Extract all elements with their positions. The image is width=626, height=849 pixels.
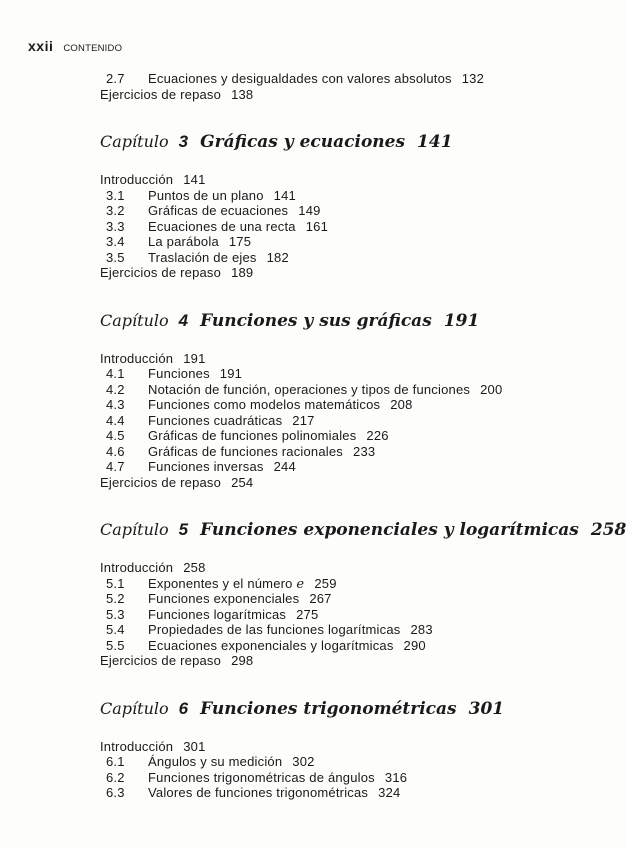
toc-entry [100,397,540,413]
chapter-heading [100,132,540,158]
chapter-number: 5 [178,520,189,539]
entry-page: 275 [296,606,319,622]
entry-title: Funciones como modelos matemáticos [148,397,381,412]
entry-page: 161 [305,218,328,234]
entry-page: 324 [378,785,401,800]
entry-page: 316 [384,769,408,785]
entry-title: Exponentes y el número [148,575,293,591]
section-number: 5.4 [106,622,125,637]
math-symbol: e [296,576,305,592]
entry-title: Funciones trigonométricas de ángulos [148,769,375,785]
entry-title: Gráficas de ecuaciones [148,203,289,218]
toc-entry [100,622,540,638]
section-number: 4.3 [106,397,125,412]
toc-entry [100,265,540,281]
toc-entry [100,382,540,398]
table-of-contents [100,71,626,801]
chapter-page: 191 [443,310,480,331]
toc-entry [100,172,540,188]
chapter-heading [100,311,540,337]
section-number: 3.2 [106,203,125,218]
entry-page: 189 [231,265,254,280]
chapter-heading [100,520,626,546]
toc-entry [100,754,540,770]
chapter-number: 3 [178,132,189,151]
entry-title: Puntos de un plano [148,187,264,203]
entry-title: Introducción [100,560,174,575]
entry-page: 301 [183,738,206,754]
entry-title: Introducción [100,350,174,366]
entry-page: 233 [353,443,376,459]
entry-title: Funciones cuadráticas [148,412,283,428]
entry-page: 254 [231,474,254,490]
toc-entry [100,591,540,607]
entry-page: 283 [410,622,433,637]
entry-title: Funciones logarítmicas [148,606,287,622]
entry-page: 141 [183,172,206,187]
section-number: 6.2 [106,769,125,785]
toc-entry [100,351,540,367]
page-header [28,38,122,54]
section-number: 4.1 [106,366,125,381]
toc-entry [100,560,540,576]
entry-page: 226 [366,428,389,443]
chapter-word: Capítulo [100,520,169,539]
toc-entry [100,428,540,444]
toc-entry [100,188,540,204]
chapter-heading [100,699,540,725]
chapter-title: Gráficas y ecuaciones [200,132,406,152]
section-number: 3.5 [106,249,125,265]
entry-title: Ejercicios de repaso [100,474,222,490]
entry-title: Valores de funciones trigonométricas [148,785,369,800]
entry-page: 267 [309,591,332,606]
running-title: CONTENIDO [63,43,123,54]
toc-entry [100,234,540,250]
chapter-title: Funciones y sus gráficas [200,310,432,331]
section-number: 5.1 [106,575,125,591]
toc-entry [100,653,540,669]
entry-title: Ecuaciones y desigualdades con valores absolutos [148,71,452,86]
entry-page: 175 [228,234,252,249]
chapter-page: 258 [590,520,626,540]
toc-entry [100,475,540,491]
entry-page: 191 [183,350,206,366]
toc-entry [100,250,540,266]
page-number: xxii [28,38,54,54]
entry-title: Gráficas de funciones racionales [148,443,344,459]
entry-title: Notación de función, operaciones y tipos de funciones [148,381,471,397]
chapter-title: Funciones exponenciales y logarítmicas [200,520,579,540]
section-number: 5.2 [106,591,125,606]
chapter-word: Capítulo [100,132,169,151]
section-number: 6.1 [106,754,125,769]
entry-title: Funciones inversas [148,459,264,474]
entry-page: 258 [183,560,206,575]
entry-title: Ecuaciones exponenciales y logarítmicas [148,637,394,653]
entry-title: Gráficas de funciones polinomiales [148,428,357,443]
entry-title: Propiedades de las funciones logarítmicas [148,622,401,637]
entry-title: La parábola [148,234,219,249]
toc-entry [100,203,540,219]
entry-title: Ejercicios de repaso [100,86,222,102]
chapter-page: 301 [468,698,505,719]
toc-entry [100,607,540,623]
toc-entry [100,366,540,382]
section-number: 5.5 [106,637,125,653]
section-number: 3.3 [106,218,125,234]
toc-entry [100,444,540,460]
toc-entry [100,87,540,103]
entry-page: 217 [292,412,315,428]
entry-page: 298 [231,653,254,668]
entry-page: 141 [273,187,296,203]
section-number: 2.7 [106,71,125,86]
entry-page: 208 [390,397,413,412]
entry-page: 138 [231,86,254,102]
toc-entry [100,739,540,755]
entry-page: 182 [266,249,289,265]
chapter-page: 141 [417,132,453,152]
section-number: 3.1 [106,187,125,203]
section-number: 6.3 [106,785,125,800]
toc-entry [100,770,540,786]
entry-page: 244 [273,459,296,474]
entry-title: Introducción [100,172,174,187]
section-number: 4.2 [106,381,125,397]
chapter-number: 6 [178,698,189,718]
section-number: 3.4 [106,234,125,249]
entry-title: Ejercicios de repaso [100,653,222,668]
section-number: 4.4 [106,412,125,428]
chapter-word: Capítulo [100,698,169,718]
entry-page: 149 [298,203,321,218]
entry-title: Introducción [100,738,174,754]
entry-title: Traslación de ejes [148,249,257,265]
entry-page: 290 [403,637,426,653]
toc-entry [100,785,540,801]
toc-entry [100,459,540,475]
section-number: 4.6 [106,443,125,459]
toc-entry [100,576,540,592]
toc-entry [100,71,540,87]
toc-entry [100,219,540,235]
chapter-number: 4 [178,310,189,330]
entry-title: Ángulos y su medición [148,754,283,769]
toc-entry [100,638,540,654]
entry-page: 302 [292,754,315,769]
entry-page: 259 [314,575,337,591]
chapter-title: Funciones trigonométricas [200,698,457,719]
section-number: 4.7 [106,459,125,474]
section-number: 5.3 [106,606,125,622]
entry-page: 191 [219,366,243,381]
entry-title: Ejercicios de repaso [100,265,222,280]
section-number: 4.5 [106,428,125,443]
entry-page: 132 [461,71,485,86]
entry-title: Funciones exponenciales [148,591,300,606]
toc-entry [100,413,540,429]
entry-page: 200 [480,381,503,397]
chapter-word: Capítulo [100,310,169,330]
entry-title: Funciones [148,366,210,381]
entry-title: Ecuaciones de una recta [148,218,296,234]
